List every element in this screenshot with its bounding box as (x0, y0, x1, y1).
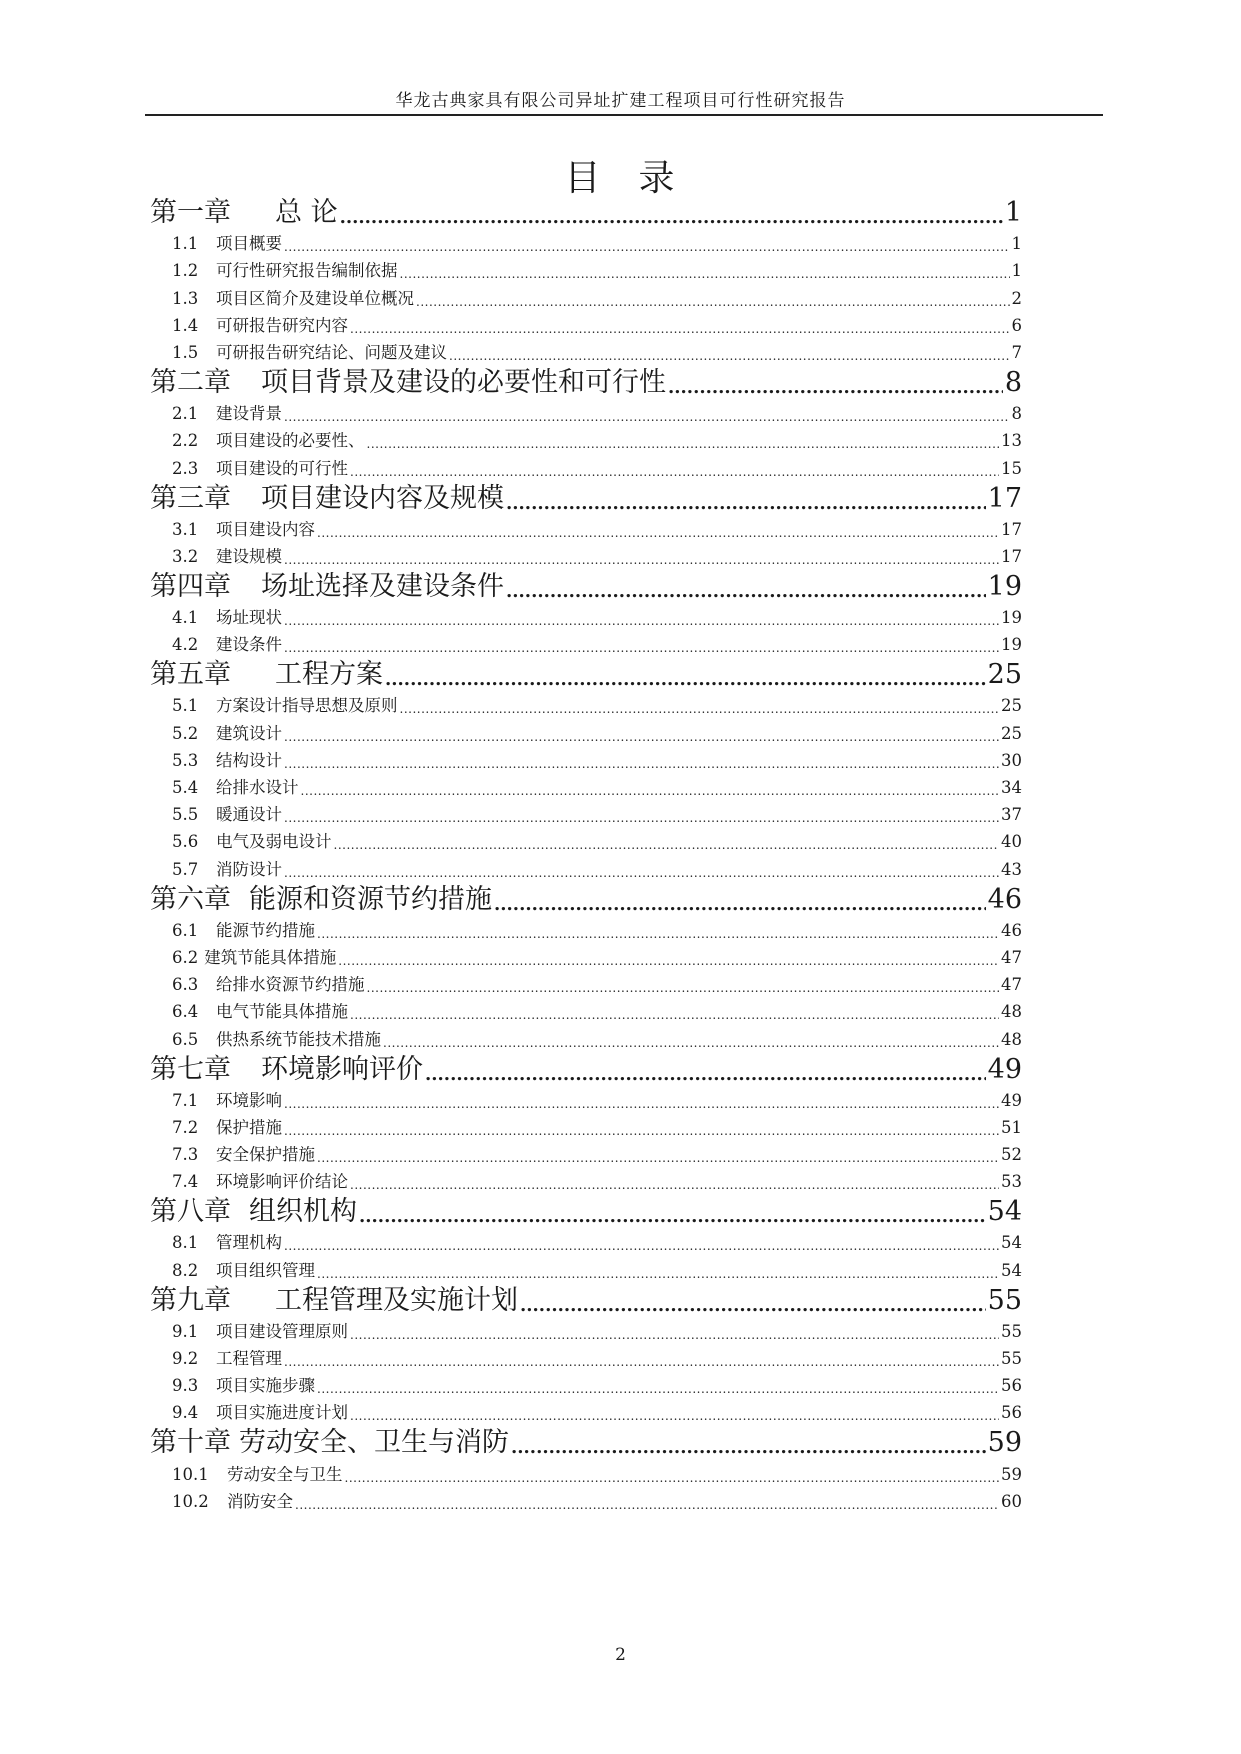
toc-dot-leader (350, 1005, 999, 1025)
toc-entry-number: 5.6 (172, 832, 199, 852)
toc-section-entry[interactable] (150, 339, 1022, 366)
toc-entry-number: 5.1 (172, 696, 199, 716)
toc-entry-page-number: 30 (1001, 750, 1022, 770)
toc-dot-leader (284, 1121, 999, 1141)
toc-section-entry[interactable] (150, 400, 1022, 427)
toc-entry-title: 工程管理及实施计划 (275, 1284, 518, 1316)
toc-entry-number: 第三章 (150, 482, 231, 514)
toc-dot-leader (340, 206, 1003, 230)
toc-dot-leader (317, 924, 999, 944)
toc-entry-title: 可行性研究报告编制依据 (216, 261, 398, 281)
toc-entry-label (150, 945, 336, 971)
toc-entry-page-number: 59 (987, 1427, 1022, 1459)
toc-entry-label (150, 1426, 509, 1460)
toc-entry-title: 项目建设内容及规模 (261, 482, 504, 514)
toc-chapter-entry[interactable] (150, 1053, 1022, 1087)
toc-section-entry[interactable] (150, 543, 1022, 570)
toc-entry-label (150, 632, 282, 658)
toc-entry-page-number: 19 (1001, 608, 1022, 628)
toc-section-entry[interactable] (150, 312, 1022, 339)
toc-entry-page-number: 43 (1001, 859, 1022, 879)
toc-dot-leader (345, 1468, 1000, 1488)
toc-entry-page-number: 40 (1001, 832, 1022, 852)
toc-entry-number: 9.1 (172, 1321, 199, 1341)
toc-entry-title: 建筑设计 (216, 723, 282, 743)
toc-entry-number: 3.2 (172, 546, 199, 566)
toc-dot-leader (317, 523, 999, 543)
toc-entry-number: 1.2 (172, 261, 199, 281)
toc-entry-number: 1.3 (172, 288, 199, 308)
toc-entry-label (150, 1462, 343, 1488)
toc-entry-label (150, 999, 348, 1025)
toc-dot-leader (400, 699, 1000, 719)
toc-entry-title: 项目建设的可行性 (216, 458, 348, 478)
toc-section-entry[interactable] (150, 1256, 1022, 1283)
toc-entry-title: 场址选择及建设条件 (261, 570, 504, 602)
toc-entry-title: 项目概要 (216, 234, 282, 254)
toc-entry-title: 总 论 (275, 197, 338, 228)
toc-entry-title: 环境影响评价结论 (216, 1172, 348, 1192)
toc-entry-label (150, 313, 348, 339)
toc-entry-page-number: 19 (1001, 635, 1022, 655)
toc-section-entry[interactable] (150, 774, 1022, 801)
toc-entry-number: 第六章 (150, 883, 231, 915)
toc-entry-label (150, 605, 282, 631)
toc-entry-number: 4.2 (172, 635, 199, 655)
toc-entry-title: 环境影响评价 (261, 1053, 423, 1085)
toc-entry-label (150, 517, 315, 543)
toc-dot-leader (449, 346, 1010, 366)
toc-section-entry[interactable] (150, 692, 1022, 719)
toc-entry-number: 1.1 (172, 234, 199, 254)
toc-entry-title: 项目区简介及建设单位概况 (216, 288, 414, 308)
toc-entry-number: 10.2 (172, 1491, 209, 1511)
toc-dot-leader (284, 1352, 999, 1372)
toc-entry-page-number: 51 (1001, 1117, 1022, 1137)
toc-entry-title: 可研报告研究内容 (216, 315, 348, 335)
toc-chapter-entry[interactable] (150, 1195, 1022, 1229)
toc-entry-title: 供热系统节能技术措施 (216, 1029, 381, 1049)
toc-dot-leader (383, 1033, 999, 1053)
toc-section-entry[interactable] (150, 801, 1022, 828)
toc-entry-label (150, 693, 398, 719)
toc-section-entry[interactable] (150, 917, 1022, 944)
toc-dot-leader (359, 1205, 986, 1229)
toc-entry-number: 第二章 (150, 366, 231, 398)
toc-entry-page-number: 8 (1004, 366, 1022, 398)
toc-dot-leader (350, 462, 999, 482)
toc-entry-page-number: 56 (1001, 1403, 1022, 1423)
toc-entry-number: 7.1 (172, 1090, 199, 1110)
toc-entry-title: 建设规模 (216, 546, 282, 566)
toc-entry-number: 1.4 (172, 315, 199, 335)
toc-entry-number: 5.7 (172, 859, 199, 879)
toc-entry-label (150, 401, 282, 427)
toc-entry-number: 第四章 (150, 570, 231, 602)
toc-entry-page-number: 49 (987, 1053, 1022, 1085)
toc-dot-leader (506, 492, 986, 516)
toc-dot-leader (284, 407, 1010, 427)
toc-entry-page-number: 25 (987, 659, 1022, 691)
toc-entry-title: 项目建设的必要性、 (216, 431, 365, 451)
toc-entry-title: 电气及弱电设计 (216, 832, 332, 852)
toc-entry-number: 第一章 (150, 197, 231, 228)
toc-entry-number: 5.3 (172, 750, 199, 770)
toc-dot-leader (494, 893, 986, 917)
toc-entry-number: 第十章 (150, 1427, 231, 1459)
toc-entry-label (150, 1195, 357, 1229)
toc-entry-number: 2.2 (172, 431, 199, 451)
toc-entry-title: 给排水资源节约措施 (216, 975, 365, 995)
toc-entry-title: 能源节约措施 (216, 920, 315, 940)
toc-dot-leader (668, 376, 1003, 400)
toc-entry-title: 结构设计 (216, 750, 282, 770)
toc-entry-title: 场址现状 (216, 608, 282, 628)
toc-entry-title: 电气节能具体措施 (216, 1002, 348, 1022)
toc-entry-page-number: 25 (1001, 696, 1022, 716)
toc-entry-page-number: 1 (1011, 261, 1022, 281)
toc-entry-number: 8.2 (172, 1260, 199, 1280)
toc-entry-label (150, 1230, 282, 1256)
toc-entry-label (150, 1088, 282, 1114)
toc-section-entry[interactable] (150, 1087, 1022, 1114)
toc-section-entry[interactable] (150, 516, 1022, 543)
table-of-contents (150, 196, 1022, 1515)
toc-entry-number: 6.5 (172, 1029, 199, 1049)
toc-entry-page-number: 54 (1001, 1233, 1022, 1253)
toc-dot-leader (284, 1236, 999, 1256)
toc-entry-number: 6.3 (172, 975, 199, 995)
page-number: 2 (615, 1645, 626, 1665)
toc-entry-label (150, 802, 282, 828)
toc-dot-leader (284, 237, 1010, 257)
toc-entry-title: 项目组织管理 (216, 1260, 315, 1280)
toc-section-entry[interactable] (150, 230, 1022, 257)
toc-section-entry[interactable] (150, 1229, 1022, 1256)
toc-section-entry[interactable] (150, 998, 1022, 1025)
toc-entry-label (150, 721, 282, 747)
toc-dot-leader (350, 1325, 999, 1345)
toc-entry-title: 项目实施进度计划 (216, 1403, 348, 1423)
toc-entry-number: 4.1 (172, 608, 199, 628)
toc-dot-leader (350, 319, 1010, 339)
toc-entry-title: 项目背景及建设的必要性和可行性 (261, 366, 666, 398)
toc-entry-page-number: 19 (987, 570, 1022, 602)
toc-entry-title: 管理机构 (216, 1233, 282, 1253)
toc-entry-label (150, 658, 383, 692)
toc-entry-label (150, 1284, 518, 1318)
toc-entry-number: 2.3 (172, 458, 199, 478)
toc-dot-leader (284, 808, 999, 828)
toc-entry-page-number: 34 (1001, 778, 1022, 797)
toc-section-entry[interactable] (150, 1141, 1022, 1168)
toc-dot-leader (284, 550, 999, 570)
toc-entry-page-number: 49 (1001, 1090, 1022, 1110)
toc-entry-number: 9.4 (172, 1403, 199, 1423)
toc-section-entry[interactable] (150, 284, 1022, 311)
toc-dot-leader (506, 580, 986, 604)
toc-entry-page-number: 55 (1001, 1349, 1022, 1368)
toc-section-entry[interactable] (150, 1399, 1022, 1426)
toc-entry-number: 6.2 (172, 947, 199, 967)
toc-dot-leader (301, 781, 1000, 801)
toc-entry-page-number: 17 (987, 482, 1022, 514)
toc-entry-number: 2.1 (172, 404, 199, 424)
toc-entry-label (150, 231, 282, 257)
toc-dot-leader (400, 264, 1010, 284)
toc-entry-page-number: 55 (987, 1284, 1022, 1316)
toc-entry-label (150, 570, 504, 604)
toc-dot-leader (284, 611, 999, 631)
toc-chapter-entry[interactable] (150, 570, 1022, 604)
toc-entry-number: 7.4 (172, 1172, 199, 1192)
toc-entry-label (150, 258, 398, 284)
toc-entry-page-number: 2 (1011, 288, 1022, 308)
toc-entry-label (150, 883, 492, 917)
toc-entry-number: 1.5 (172, 342, 199, 362)
toc-heading-char-1: 目 (564, 158, 603, 199)
toc-section-entry[interactable] (150, 427, 1022, 454)
toc-chapter-entry[interactable] (150, 1284, 1022, 1318)
toc-chapter-entry[interactable] (150, 883, 1022, 917)
toc-entry-label (150, 544, 282, 570)
toc-entry-page-number: 52 (1001, 1145, 1022, 1165)
toc-entry-page-number: 48 (1001, 1029, 1022, 1049)
toc-entry-number: 第七章 (150, 1053, 231, 1085)
toc-entry-page-number: 55 (1001, 1321, 1022, 1341)
toc-entry-page-number: 15 (1001, 458, 1022, 478)
toc-dot-leader (338, 951, 999, 971)
toc-entry-label (150, 1258, 315, 1284)
toc-entry-page-number: 47 (1001, 975, 1022, 995)
toc-entry-label (150, 1115, 282, 1141)
toc-entry-label (150, 918, 315, 944)
toc-section-entry[interactable] (150, 747, 1022, 774)
toc-entry-label (150, 1400, 348, 1426)
toc-entry-page-number: 54 (987, 1196, 1022, 1228)
toc-entry-label (150, 775, 299, 801)
toc-section-entry[interactable] (150, 1460, 1022, 1487)
toc-chapter-entry[interactable] (150, 1426, 1022, 1460)
toc-dot-leader (284, 1094, 999, 1114)
toc-section-entry[interactable] (150, 855, 1022, 882)
header-rule (145, 114, 1103, 116)
toc-entry-number: 6.4 (172, 1002, 199, 1022)
toc-dot-leader (284, 727, 999, 747)
toc-dot-leader (284, 754, 999, 774)
toc-entry-title: 劳动安全与卫生 (227, 1464, 343, 1484)
toc-entry-title: 项目建设管理原则 (216, 1321, 348, 1341)
toc-dot-leader (317, 1379, 999, 1399)
toc-entry-title: 环境影响 (216, 1090, 282, 1110)
toc-section-entry[interactable] (150, 1025, 1022, 1052)
toc-entry-number: 6.1 (172, 920, 199, 940)
toc-entry-page-number: 56 (1001, 1376, 1022, 1396)
toc-dot-leader (425, 1063, 986, 1087)
toc-entry-number: 8.1 (172, 1233, 199, 1253)
toc-section-entry[interactable] (150, 944, 1022, 971)
toc-entry-label (150, 1346, 282, 1372)
toc-entry-title: 能源和资源节约措施 (249, 883, 492, 915)
toc-entry-number: 9.2 (172, 1349, 199, 1368)
toc-dot-leader (511, 1436, 986, 1460)
toc-entry-label (150, 857, 282, 883)
toc-entry-number: 9.3 (172, 1376, 199, 1396)
toc-section-entry[interactable] (150, 1372, 1022, 1399)
toc-entry-title: 建筑节能具体措施 (204, 947, 337, 967)
toc-entry-number: 第八章 (150, 1196, 231, 1228)
toc-entry-number: 5.5 (172, 805, 199, 825)
toc-entry-page-number: 59 (1001, 1464, 1022, 1484)
toc-entry-page-number: 7 (1011, 342, 1022, 362)
toc-section-entry[interactable] (150, 1168, 1022, 1195)
toc-entry-title: 给排水设计 (216, 778, 299, 797)
toc-entry-page-number: 48 (1001, 1002, 1022, 1022)
running-header-title: 华龙古典家具有限公司异址扩建工程项目可行性研究报告 (395, 91, 846, 111)
toc-entry-label (150, 1053, 423, 1087)
toc-entry-title: 工程管理 (216, 1349, 282, 1368)
toc-entry-title: 保护措施 (216, 1117, 282, 1137)
toc-entry-number: 5.2 (172, 723, 199, 743)
toc-dot-leader (295, 1495, 999, 1515)
toc-entry-page-number: 1 (1011, 234, 1022, 254)
toc-entry-title: 暖通设计 (216, 805, 282, 825)
toc-entry-number: 第九章 (150, 1284, 231, 1316)
toc-entry-title: 工程方案 (275, 659, 383, 691)
toc-dot-leader (334, 835, 1000, 855)
toc-section-entry[interactable] (150, 828, 1022, 855)
toc-entry-title: 方案设计指导思想及原则 (216, 696, 398, 716)
toc-heading-char-2: 录 (638, 158, 677, 199)
toc-entry-number: 10.1 (172, 1464, 209, 1484)
toc-entry-page-number: 46 (987, 883, 1022, 915)
toc-entry-page-number: 53 (1001, 1172, 1022, 1192)
toc-chapter-entry[interactable] (150, 196, 1022, 230)
toc-entry-title: 劳动安全、卫生与消防 (239, 1427, 509, 1459)
toc-section-entry[interactable] (150, 1345, 1022, 1372)
toc-entry-label (150, 1027, 381, 1053)
toc-entry-label (150, 972, 365, 998)
toc-dot-leader (350, 1175, 999, 1195)
toc-section-entry[interactable] (150, 1114, 1022, 1141)
toc-dot-leader (367, 978, 1000, 998)
toc-section-entry[interactable] (150, 257, 1022, 284)
toc-entry-label (150, 1169, 348, 1195)
toc-entry-label (150, 1142, 315, 1168)
toc-entry-page-number: 13 (1001, 431, 1022, 451)
toc-dot-leader (317, 1148, 999, 1168)
toc-entry-label (150, 340, 447, 366)
toc-entry-title: 可研报告研究结论、问题及建议 (216, 342, 447, 362)
toc-chapter-entry[interactable] (150, 366, 1022, 400)
toc-entry-label (150, 1319, 348, 1345)
toc-entry-title: 项目建设内容 (216, 519, 315, 539)
toc-entry-page-number: 37 (1001, 805, 1022, 825)
toc-section-entry[interactable] (150, 971, 1022, 998)
toc-entry-title: 项目实施步骤 (216, 1376, 315, 1396)
toc-entry-page-number: 60 (1001, 1491, 1022, 1511)
toc-dot-leader (284, 638, 999, 658)
toc-entry-page-number: 46 (1001, 920, 1022, 940)
toc-entry-page-number: 8 (1011, 404, 1022, 424)
toc-entry-number: 第五章 (150, 659, 231, 691)
toc-dot-leader (520, 1294, 986, 1318)
toc-entry-title: 组织机构 (249, 1196, 357, 1228)
toc-dot-leader (385, 668, 986, 692)
toc-entry-title: 安全保护措施 (216, 1145, 315, 1165)
toc-entry-label (150, 748, 282, 774)
toc-entry-page-number: 47 (1001, 947, 1022, 967)
toc-dot-leader (416, 292, 1010, 312)
toc-entry-page-number: 54 (1001, 1260, 1022, 1280)
toc-entry-label (150, 428, 365, 454)
toc-entry-label (150, 482, 504, 516)
toc-entry-label (150, 456, 348, 482)
toc-dot-leader (284, 863, 999, 883)
toc-dot-leader (367, 434, 1000, 454)
toc-section-entry[interactable] (150, 1488, 1022, 1515)
toc-entry-number: 7.3 (172, 1145, 199, 1165)
toc-chapter-entry[interactable] (150, 482, 1022, 516)
toc-section-entry[interactable] (150, 454, 1022, 481)
toc-dot-leader (350, 1406, 999, 1426)
toc-section-entry[interactable] (150, 719, 1022, 746)
toc-entry-label (150, 286, 414, 312)
toc-entry-label (150, 196, 338, 230)
toc-entry-page-number: 25 (1001, 723, 1022, 743)
toc-entry-title: 消防安全 (227, 1491, 293, 1511)
toc-entry-number: 5.4 (172, 778, 199, 797)
toc-section-entry[interactable] (150, 604, 1022, 631)
toc-entry-page-number: 1 (1004, 197, 1022, 228)
toc-section-entry[interactable] (150, 1318, 1022, 1345)
toc-entry-title: 消防设计 (216, 859, 282, 879)
toc-entry-label (150, 366, 666, 400)
toc-entry-label (150, 1373, 315, 1399)
toc-entry-number: 3.1 (172, 519, 199, 539)
toc-entry-number: 7.2 (172, 1117, 199, 1137)
toc-entry-label (150, 829, 332, 855)
toc-dot-leader (317, 1264, 999, 1284)
toc-entry-title: 建设背景 (216, 404, 282, 424)
toc-entry-page-number: 6 (1011, 315, 1022, 335)
toc-entry-page-number: 17 (1001, 519, 1022, 539)
toc-chapter-entry[interactable] (150, 658, 1022, 692)
toc-heading (0, 150, 1241, 201)
toc-entry-title: 建设条件 (216, 635, 282, 655)
toc-entry-label (150, 1489, 293, 1515)
toc-entry-page-number: 17 (1001, 546, 1022, 566)
toc-section-entry[interactable] (150, 631, 1022, 658)
